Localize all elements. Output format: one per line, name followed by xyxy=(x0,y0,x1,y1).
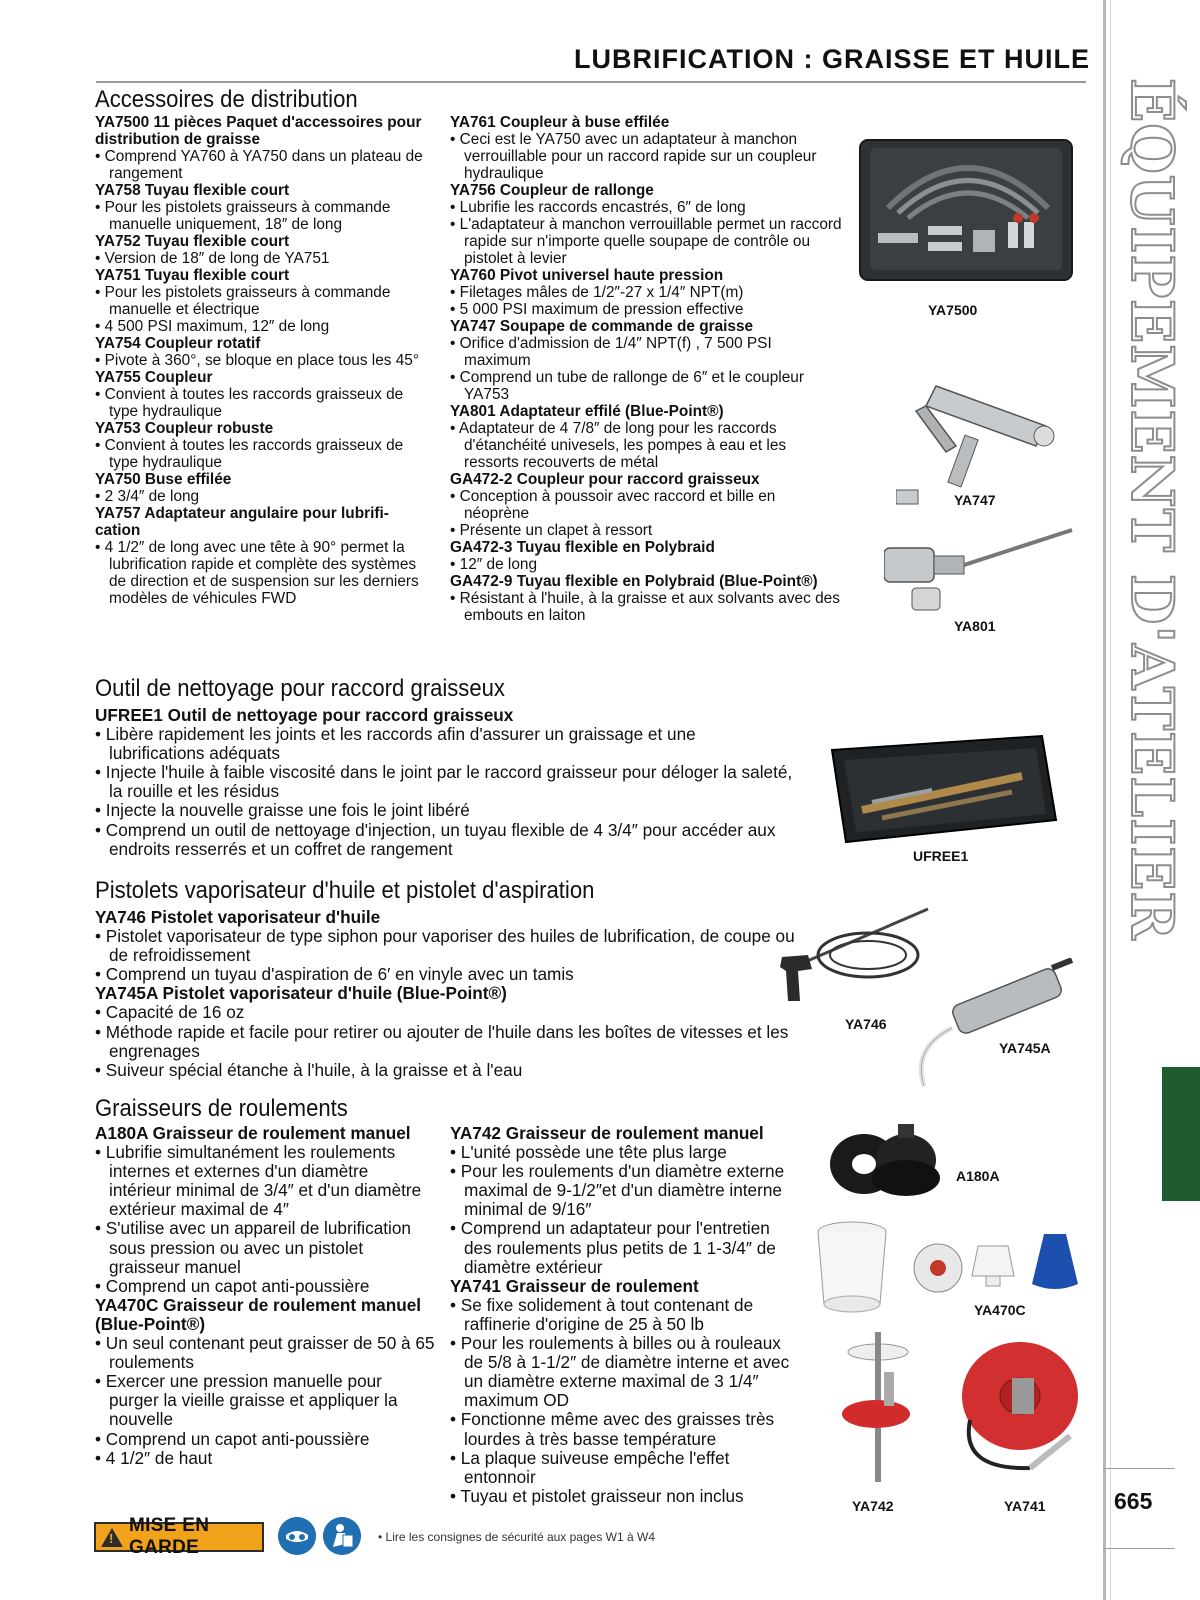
bullet-marker: • xyxy=(450,1485,461,1506)
safety-note: • Lire les consignes de sécurité aux pages W1 à W4 xyxy=(378,1530,656,1544)
page-number: 665 xyxy=(1114,1488,1153,1514)
caption-ufree1: UFREE1 xyxy=(913,848,969,864)
product-entry xyxy=(95,114,430,182)
bullet-text: 2 3/4″ de long xyxy=(104,488,200,505)
bullet-marker: • xyxy=(450,1161,461,1182)
product-entry xyxy=(95,706,795,859)
ya470c-cap-image xyxy=(908,1240,968,1296)
ufree1-kit-image xyxy=(822,730,1062,850)
ya746-spray-gun-image xyxy=(778,905,934,1025)
bullet-marker: • xyxy=(95,1142,106,1163)
product-bullet xyxy=(450,1410,795,1448)
product-name: YA747 Soupape de commande de graisse xyxy=(450,318,754,335)
ya801-adapter-image xyxy=(884,526,1074,620)
product-name: YA756 Coupleur de rallonge xyxy=(450,182,654,199)
product-entry xyxy=(450,1124,795,1277)
ya745a-suction-gun-image xyxy=(912,958,1082,1088)
bullet-text: Fonctionne même avec des graisses très lourdes à très basse température xyxy=(460,1409,775,1449)
product-name: YA752 Tuyau flexible court xyxy=(95,233,290,250)
ya742-bearing-packer-image xyxy=(838,1332,918,1482)
ya470c-cone-image xyxy=(968,1236,1018,1292)
product-name: GA472-9 Tuyau flexible en Polybraid (Blue-Point®) xyxy=(450,573,818,590)
warning-banner xyxy=(94,1515,264,1558)
bullet-text: S'utilise avec un appareil de lubrification sous pression ou avec un pistolet graisseur manuel xyxy=(105,1218,411,1277)
bullet-marker: • xyxy=(95,762,106,783)
bullet-text: Filetages mâles de 1/2″-27 x 1/4″ NPT(m) xyxy=(459,284,744,301)
bullet-marker: • xyxy=(450,1333,461,1354)
bullet-marker: • xyxy=(95,386,105,403)
bearings-right-column xyxy=(450,1124,795,1506)
bullet-marker: • xyxy=(450,199,460,216)
bullet-marker: • xyxy=(450,284,460,301)
caption-ya747: YA747 xyxy=(954,492,996,508)
bullet-marker: • xyxy=(95,1275,106,1296)
bullet-text: Tuyau et pistolet graisseur non inclus xyxy=(460,1485,744,1506)
product-name: YA746 Pistolet vaporisateur d'huile xyxy=(95,907,381,927)
product-entry xyxy=(95,908,795,984)
bullet-text: 5 000 PSI maximum de pression effective xyxy=(459,301,744,318)
product-bullet xyxy=(95,725,795,763)
ya7500-kit-image xyxy=(858,138,1076,286)
bullet-text: Se fixe solidement à tout contenant de raffinerie d'origine de 25 à 50 lb xyxy=(460,1294,754,1334)
ya470c-container-image xyxy=(812,1218,908,1318)
product-bullet xyxy=(450,301,842,318)
product-entry xyxy=(450,539,842,573)
product-bullet xyxy=(95,437,430,471)
bullet-text: Comprend un tube de rallonge de 6″ et le coupleur YA753 xyxy=(459,369,804,403)
product-bullet xyxy=(450,284,842,301)
product-bullet xyxy=(450,590,842,624)
bullet-marker: • xyxy=(450,1218,461,1239)
product-entry xyxy=(450,471,842,539)
eye-protection-icon xyxy=(278,1517,316,1555)
product-entry xyxy=(95,505,430,607)
product-bullet xyxy=(95,148,430,182)
product-entry xyxy=(450,573,842,624)
product-entry xyxy=(95,471,430,505)
warning-label: MISE EN GARDE xyxy=(129,1515,210,1558)
bullet-marker: • xyxy=(95,1447,106,1468)
a180a-bearing-packer-image xyxy=(826,1120,944,1216)
product-bullet xyxy=(95,1023,795,1061)
bullet-marker: • xyxy=(95,1002,106,1023)
product-entry xyxy=(95,369,430,420)
product-bullet xyxy=(95,1277,435,1296)
bullet-marker: • xyxy=(450,1409,461,1430)
bullet-text: 4 1/2″ de long avec une tête à 90° permet la lubrification rapide et complète des systèmes de direction et de suspension sur les derniers modèles de véhicules FWD xyxy=(104,539,419,607)
caption-ya7500: YA7500 xyxy=(928,302,978,318)
bullet-text: La plaque suiveuse empêche l'effet entonnoir xyxy=(460,1447,730,1487)
bullet-text: Méthode rapide et facile pour retirer ou ajouter de l'huile dans les boîtes de vitesses et les engrenages xyxy=(105,1021,789,1061)
product-entry xyxy=(95,335,430,369)
bullet-text: Pistolet vaporisateur de type siphon pour vaporiser des huiles de lubrification, de coupe ou de refroidissement xyxy=(105,926,795,966)
product-entry xyxy=(450,267,842,318)
bullet-marker: • xyxy=(95,1021,106,1042)
product-bullet xyxy=(95,352,430,369)
bullet-marker: • xyxy=(450,216,460,233)
product-bullet xyxy=(450,1487,795,1506)
bullet-text: Comprend un adaptateur pour l'entretien des roulements plus petits de 1 1-3/4″ de diamètre extérieur xyxy=(460,1218,776,1277)
title-divider xyxy=(96,81,1086,83)
product-entry xyxy=(450,1277,795,1506)
product-bullet xyxy=(95,199,430,233)
product-entry xyxy=(450,318,842,403)
product-bullet xyxy=(450,199,842,216)
bullet-marker: • xyxy=(95,1371,106,1392)
bullet-text: Convient à toutes les raccords graisseux de type hydraulique xyxy=(104,437,404,471)
page-title: LUBRIFICATION : GRAISSE ET HUILE xyxy=(574,44,1090,74)
warning-triangle-icon xyxy=(101,1528,123,1547)
bearings-left-column xyxy=(95,1124,435,1468)
section-title-sprayers: Pistolets vaporisateur d'huile et pistolet d'aspiration xyxy=(95,877,595,904)
product-name: YA751 Tuyau flexible court xyxy=(95,267,290,284)
product-name: YA761 Coupleur à buse effilée xyxy=(450,114,670,131)
product-bullet xyxy=(450,369,842,403)
product-name: YA741 Graisseur de roulement xyxy=(450,1275,699,1296)
product-name: YA755 Coupleur xyxy=(95,369,213,386)
section-title-distribution: Accessoires de distribution xyxy=(95,86,358,113)
bullet-text: Injecte l'huile à faible viscosité dans le joint par le raccord graisseur pour déloger la saleté, la rouille et les résidus xyxy=(105,762,793,802)
section-color-tab xyxy=(1162,1067,1200,1201)
caption-ya741: YA741 xyxy=(1004,1498,1046,1514)
bullet-marker: • xyxy=(95,926,106,947)
bullet-text: 4 1/2″ de haut xyxy=(105,1447,213,1468)
product-bullet xyxy=(450,420,842,471)
product-bullet xyxy=(95,1430,435,1449)
product-bullet xyxy=(450,1219,795,1276)
product-entry xyxy=(450,182,842,267)
bullet-text: Comprend un capot anti-poussière xyxy=(105,1428,370,1449)
ya470c-blue-cover-image xyxy=(1030,1230,1080,1294)
bullet-marker: • xyxy=(95,1059,106,1080)
caption-ya742: YA742 xyxy=(852,1498,894,1514)
bullet-text: Lubrifie simultanément les roulements internes et externes d'un diamètre intérieur minimal de 3/4″ et d'un diamètre extérieur maximal de 4″ xyxy=(105,1142,422,1220)
bullet-text: Capacité de 16 oz xyxy=(105,1002,245,1023)
product-bullet xyxy=(450,1162,795,1219)
caption-ya470c: YA470C xyxy=(974,1302,1026,1318)
bullet-text: Version de 18″ de long de YA751 xyxy=(104,250,330,267)
caption-a180a: A180A xyxy=(956,1168,1000,1184)
product-bullet xyxy=(95,250,430,267)
bullet-text: L'unité possède une tête plus large xyxy=(460,1142,727,1163)
bullet-marker: • xyxy=(450,420,459,437)
bullet-marker: • xyxy=(450,131,460,148)
bullet-text: Comprend un capot anti-poussière xyxy=(105,1275,370,1296)
distribution-left-column xyxy=(95,114,430,607)
read-manual-icon xyxy=(323,1517,361,1555)
bullet-marker: • xyxy=(95,488,105,505)
section-title-bearings: Graisseurs de roulements xyxy=(95,1095,348,1122)
product-name: UFREE1 Outil de nettoyage pour raccord graisseux xyxy=(95,705,514,725)
product-entry xyxy=(95,267,430,335)
distribution-right-column xyxy=(450,114,842,624)
section-title-cleaning: Outil de nettoyage pour raccord graisseux xyxy=(95,675,505,702)
product-bullet xyxy=(95,1061,795,1080)
bullet-text: Pour les pistolets graisseurs à commande manuelle uniquement, 18″ de long xyxy=(104,199,391,233)
product-bullet xyxy=(95,318,430,335)
product-name: YA7500 11 pièces Paquet d'accessoires pour distribution de graisse xyxy=(95,114,422,148)
bullet-text: L'adaptateur à manchon verrouillable permet un raccord rapide sur n'importe quelle soupape de contrôle ou pistolet à levier xyxy=(459,216,842,267)
product-bullet xyxy=(450,556,842,573)
product-name: YA801 Adaptateur effilé (Blue-Point®) xyxy=(450,403,724,420)
bullet-marker: • xyxy=(450,590,460,607)
product-bullet xyxy=(95,1449,435,1468)
bullet-marker: • xyxy=(95,539,105,556)
bullet-marker: • xyxy=(95,437,105,454)
product-bullet xyxy=(95,821,795,859)
product-name: YA470C Graisseur de roulement manuel (Blue-Point®) xyxy=(95,1294,422,1334)
bullet-marker: • xyxy=(95,284,105,301)
product-name: YA758 Tuyau flexible court xyxy=(95,182,290,199)
bullet-text: Résistant à l'huile, à la graisse et aux solvants avec des embouts en laiton xyxy=(459,590,840,624)
product-bullet xyxy=(450,1143,795,1162)
bullet-marker: • xyxy=(450,335,460,352)
bullet-marker: • xyxy=(95,964,106,985)
product-entry xyxy=(450,403,842,471)
bullet-marker: • xyxy=(95,819,106,840)
product-name: YA760 Pivot universel haute pression xyxy=(450,267,724,284)
bullet-text: Pour les pistolets graisseurs à commande manuelle et électrique xyxy=(104,284,391,318)
product-bullet xyxy=(95,284,430,318)
bullet-marker: • xyxy=(95,1428,106,1449)
product-bullet xyxy=(450,1296,795,1334)
bullet-marker: • xyxy=(95,724,106,745)
product-name: GA472-2 Coupleur pour raccord graisseux xyxy=(450,471,760,488)
product-bullet xyxy=(450,131,842,182)
bullet-marker: • xyxy=(450,1142,461,1163)
product-bullet xyxy=(450,1449,795,1487)
bullet-marker: • xyxy=(450,488,460,505)
product-name: YA742 Graisseur de roulement manuel xyxy=(450,1123,764,1143)
product-bullet xyxy=(95,965,795,984)
caption-ya746: YA746 xyxy=(845,1016,887,1032)
product-bullet xyxy=(95,763,795,801)
product-bullet xyxy=(95,927,795,965)
bullet-marker: • xyxy=(95,352,105,369)
product-name: YA754 Coupleur rotatif xyxy=(95,335,261,352)
bullet-text: Adaptateur de 4 7/8″ de long pour les raccords d'étanchéité univesels, les pompes à eau et les ressorts recouverts de métal xyxy=(458,420,787,471)
product-bullet xyxy=(95,539,430,607)
product-bullet xyxy=(450,522,842,539)
bullet-marker: • xyxy=(450,301,460,318)
bullet-text: Pivote à 360°, se bloque en place tous les 45° xyxy=(104,352,420,369)
product-entry xyxy=(95,182,430,233)
bullet-text: 4 500 PSI maximum, 12″ de long xyxy=(104,318,330,335)
sprayers-column xyxy=(95,908,795,1080)
product-bullet xyxy=(95,1334,435,1372)
product-name: GA472-3 Tuyau flexible en Polybraid xyxy=(450,539,715,556)
product-entry xyxy=(95,984,795,1079)
bullet-marker: • xyxy=(450,369,460,386)
caption-ya801: YA801 xyxy=(954,618,996,634)
bullet-marker: • xyxy=(95,318,105,335)
bullet-text: Ceci est le YA750 avec un adaptateur à manchon verrouillable pour un raccord rapide sur un coupleur hydraulique xyxy=(459,131,817,182)
side-divider xyxy=(1103,0,1106,1600)
product-name: A180A Graisseur de roulement manuel xyxy=(95,1123,411,1143)
bullet-text: Présente un clapet à ressort xyxy=(459,522,653,539)
product-bullet xyxy=(95,1143,435,1219)
bullet-text: Libère rapidement les joints et les raccords afin d'assurer un graissage et une lubrifications adéquats xyxy=(105,724,696,764)
side-section-title: ÉQUIPEMENT D'ATELIER xyxy=(1118,78,1186,941)
product-bullet xyxy=(95,1003,795,1022)
bullet-marker: • xyxy=(95,800,106,821)
product-bullet xyxy=(95,488,430,505)
bullet-text: Conception à poussoir avec raccord et bille en néoprène xyxy=(459,488,776,522)
product-bullet xyxy=(95,386,430,420)
bullet-text: Injecte la nouvelle graisse une fois le joint libéré xyxy=(105,800,470,821)
bullet-text: Lubrifie les raccords encastrés, 6″ de long xyxy=(459,199,746,216)
product-bullet xyxy=(95,1372,435,1429)
bullet-text: Un seul contenant peut graisser de 50 à 65 roulements xyxy=(105,1333,435,1373)
product-entry xyxy=(95,1124,435,1296)
cleaning-column xyxy=(95,706,795,859)
bullet-text: Comprend YA760 à YA750 dans un plateau de rangement xyxy=(104,148,423,182)
product-name: YA750 Buse effilée xyxy=(95,471,232,488)
bullet-text: Pour les roulements à billes ou à rouleaux de 5/8 à 1-1/2″ de diamètre interne et avec un diamètre externe maximal de 3 1/4″ maximum OD xyxy=(460,1333,790,1411)
page-number-rule-top xyxy=(1103,1468,1175,1469)
product-entry xyxy=(95,233,430,267)
bullet-marker: • xyxy=(450,556,460,573)
product-bullet xyxy=(95,1219,435,1276)
product-name: YA757 Adaptateur angulaire pour lubrifi-cation xyxy=(95,505,389,539)
bullet-marker: • xyxy=(450,1294,461,1315)
product-entry xyxy=(95,1296,435,1468)
page-number-rule-bottom xyxy=(1103,1548,1175,1549)
bullet-text: 12″ de long xyxy=(459,556,538,573)
product-bullet xyxy=(450,216,842,267)
product-bullet xyxy=(95,801,795,820)
ya741-bearing-packer-image xyxy=(950,1340,1090,1478)
bullet-text: Suiveur spécial étanche à l'huile, à la graisse et à l'eau xyxy=(105,1059,523,1080)
product-bullet xyxy=(450,1334,795,1410)
bullet-text: Comprend un tuyau d'aspiration de 6′ en vinyle avec un tamis xyxy=(105,964,574,985)
product-name: YA745A Pistolet vaporisateur d'huile (Blue-Point®) xyxy=(95,983,507,1004)
bullet-marker: • xyxy=(95,1333,106,1354)
bullet-text: Convient à toutes les raccords graisseux de type hydraulique xyxy=(104,386,404,420)
product-entry xyxy=(95,420,430,471)
bullet-text: Orifice d'admission de 1/4″ NPT(f) , 7 500 PSI maximum xyxy=(459,335,772,369)
bullet-text: Pour les roulements d'un diamètre externe maximal de 9-1/2″et d'un diamètre interne minimal de 9/16″ xyxy=(460,1161,785,1220)
bullet-marker: • xyxy=(95,199,105,216)
bullet-marker: • xyxy=(95,1218,106,1239)
bullet-marker: • xyxy=(450,522,460,539)
bullet-text: Exercer une pression manuelle pour purger la vieille graisse et appliquer la nouvelle xyxy=(105,1371,398,1430)
product-name: YA753 Coupleur robuste xyxy=(95,420,274,437)
bullet-text: Comprend un outil de nettoyage d'injection, un tuyau flexible de 4 3/4″ pour accéder aux endroits resserrés et un coffret de rangement xyxy=(105,819,776,859)
bullet-marker: • xyxy=(95,148,105,165)
bullet-marker: • xyxy=(450,1447,461,1468)
caption-ya745a: YA745A xyxy=(999,1040,1051,1056)
product-entry xyxy=(450,114,842,182)
product-bullet xyxy=(450,488,842,522)
product-bullet xyxy=(450,335,842,369)
bullet-marker: • xyxy=(95,250,105,267)
